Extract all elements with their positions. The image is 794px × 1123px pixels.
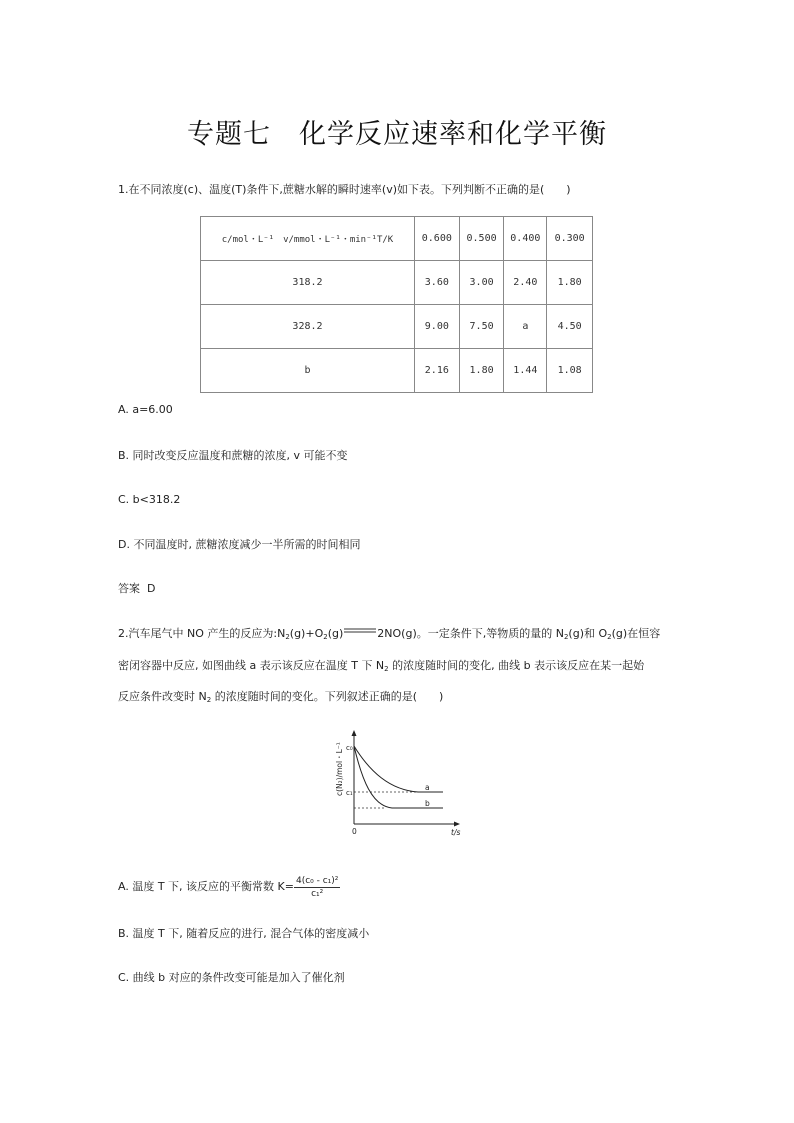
answer-value: D: [147, 582, 156, 595]
curve-b-label: b: [425, 799, 430, 808]
y-axis-arrow-icon: [352, 730, 357, 736]
equilibrium-constant-fraction: [294, 875, 340, 900]
concentration-time-graph: [330, 728, 470, 840]
subscript: 2: [607, 633, 612, 641]
q2-text: 的浓度随时间的变化。下列叙述正确的是( ): [211, 690, 444, 703]
q1-option-a: A. a=6.00: [118, 403, 173, 416]
table-cell: 2.40: [504, 261, 547, 305]
table-col-header: 0.300: [547, 217, 593, 261]
q2-text: (g)+O: [289, 627, 324, 640]
table-cell: a: [504, 305, 547, 349]
q2-text: 2.汽车尾气中 NO 产生的反应为:N: [118, 627, 286, 640]
q2-text: (g)和 O: [568, 627, 608, 640]
q2-text: 密闭容器中反应, 如图曲线 a 表示该反应在温度 T 下 N: [118, 659, 385, 672]
equilibrium-arrow-icon: [343, 627, 377, 635]
table-cell: 1.80: [547, 261, 593, 305]
table-cell: 4.50: [547, 305, 593, 349]
question-1-stem: 1.在不同浓度(c)、温度(T)条件下,蔗糖水解的瞬时速率(v)如下表。下列判断不正确的是( ): [118, 183, 571, 196]
table-cell-temp: 318.2: [201, 261, 415, 305]
answer-label: 答案: [118, 582, 140, 595]
y-axis-label: c(N₂)/mol・L⁻¹: [335, 742, 344, 796]
table-header-label: c/mol・L⁻¹ v/mmol・L⁻¹・min⁻¹T/K: [201, 217, 415, 261]
table-cell: 3.00: [459, 261, 504, 305]
rate-table: [200, 216, 593, 393]
c1-label: c₁: [346, 789, 353, 797]
q1-option-c: C. b<318.2: [118, 493, 181, 506]
q2-option-a: [118, 873, 340, 901]
table-cell: 1.44: [504, 349, 547, 393]
table-cell: 1.80: [459, 349, 504, 393]
table-col-header: 0.600: [414, 217, 459, 261]
table-cell-temp: b: [201, 349, 415, 393]
subscript: 2: [285, 633, 290, 641]
q1-option-b: B. 同时改变反应温度和蔗糖的浓度, v 可能不变: [118, 449, 348, 462]
subscript: 2: [323, 633, 328, 641]
q2-text: 反应条件改变时 N: [118, 690, 207, 703]
x-axis-label: t/s: [451, 828, 461, 837]
q1-option-d: D. 不同温度时, 蔗糖浓度减少一半所需的时间相同: [118, 538, 361, 551]
table-row: [201, 305, 593, 349]
q2-text: (g)在恒容: [611, 627, 661, 640]
curve-a-label: a: [425, 783, 430, 792]
fraction-numerator: 4(c₀ - c₁)²: [295, 875, 339, 886]
question-2-line-1: [118, 627, 660, 644]
c0-label: c₀: [346, 744, 353, 752]
table-col-header: 0.400: [504, 217, 547, 261]
subscript: 2: [206, 696, 212, 704]
q2-text: 2NO(g)。一定条件下,等物质的量的 N: [377, 627, 564, 640]
fraction-denominator: c₁²: [311, 888, 324, 899]
q2-text: (g): [327, 627, 344, 640]
subscript: 2: [384, 665, 389, 673]
table-header-row: [201, 217, 593, 261]
q2-option-a-text: A. 温度 T 下, 该反应的平衡常数 K=: [118, 880, 294, 893]
table-cell-temp: 328.2: [201, 305, 415, 349]
page-title: 专题七 化学反应速率和化学平衡: [187, 119, 607, 150]
q1-answer: [118, 582, 155, 596]
question-2-line-3: [118, 690, 443, 707]
table-cell: 7.50: [459, 305, 504, 349]
table-cell: 1.08: [547, 349, 593, 393]
table-cell: 9.00: [414, 305, 459, 349]
origin-label: 0: [352, 827, 357, 836]
table-row: [201, 261, 593, 305]
subscript: 2: [563, 633, 569, 641]
curve-a: [354, 746, 443, 792]
table-col-header: 0.500: [459, 217, 504, 261]
table-row: [201, 349, 593, 393]
q2-option-c: C. 曲线 b 对应的条件改变可能是加入了催化剂: [118, 971, 345, 984]
x-axis-arrow-icon: [454, 822, 460, 827]
question-2-line-2: [118, 659, 644, 676]
table-cell: 3.60: [414, 261, 459, 305]
table-cell: 2.16: [414, 349, 459, 393]
q2-option-b: B. 温度 T 下, 随着反应的进行, 混合气体的密度减小: [118, 927, 370, 940]
q2-text: 的浓度随时间的变化, 曲线 b 表示该反应在某一起始: [388, 659, 645, 672]
